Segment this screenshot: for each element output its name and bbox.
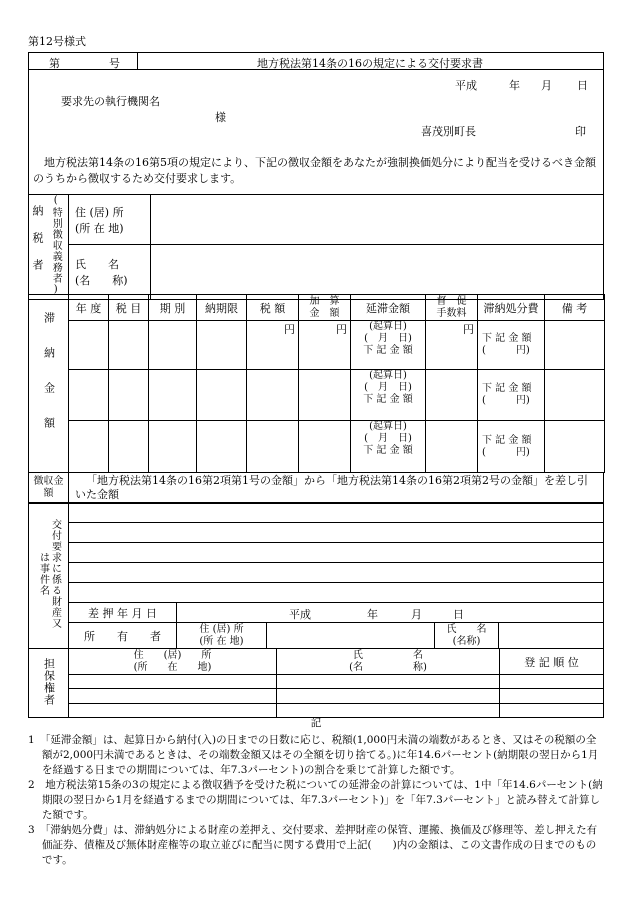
delay-amount-cell [351, 421, 426, 473]
delay-below-amount: 下 記 金 額 [363, 394, 413, 405]
delay-start-label: (起算日) [369, 321, 407, 332]
owner-address-label: 住 (居) 所 [199, 623, 244, 635]
taxpayer-side-label: 納税者 [31, 205, 44, 286]
table-cell [69, 583, 604, 603]
table-cell [109, 370, 149, 421]
col-tax-amount: 税 額 [247, 295, 299, 321]
owner-name-value [499, 623, 604, 649]
collection-label: 徴収金額 [33, 476, 64, 499]
table-cell [545, 421, 605, 473]
col-additional-amount [299, 295, 351, 321]
delay-date-label: ( 月 日) [364, 382, 412, 393]
table-cell [69, 321, 109, 370]
delay-start-label: (起算日) [369, 370, 407, 381]
table-cell [69, 689, 277, 704]
property-side-label-cell [29, 503, 69, 649]
table-cell [247, 370, 299, 421]
security-address-header [69, 649, 277, 675]
taxpayer-address-value [151, 195, 604, 245]
seizure-month: 月 [411, 608, 422, 621]
col-year: 年 度 [69, 295, 109, 321]
header-row [28, 52, 604, 70]
table-cell [69, 370, 109, 421]
fee-cell [478, 321, 545, 370]
table-cell [69, 523, 604, 543]
taxpayer-name-label-cell [69, 245, 151, 300]
col-tax-item: 税 目 [109, 295, 149, 321]
date-year: 年 [509, 79, 520, 92]
table-cell [426, 370, 478, 421]
table-cell [277, 689, 500, 704]
property-side-label: 交付要求に係る財産又は事件名 [37, 519, 61, 629]
number-suffix: 号 [109, 57, 120, 70]
security-name-label: 氏 名 [353, 649, 423, 661]
recipient-honorific: 様 [215, 111, 226, 124]
taxpayer-side-label-cell [29, 195, 43, 300]
delay-below-amount: 下 記 金 額 [363, 345, 413, 356]
fee-yen-paren: ( 円) [482, 395, 530, 406]
seizure-day: 日 [453, 608, 464, 621]
fee-yen-paren: ( 円) [482, 446, 530, 458]
date-era: 平成 [455, 79, 477, 92]
table-cell [247, 421, 299, 473]
table-cell [69, 543, 604, 563]
table-cell [69, 503, 604, 523]
delay-amount-cell [351, 321, 426, 370]
taxpayer-address-sub: (所 在 地) [75, 221, 124, 235]
note-text: 「滞納処分費」は、滞納処分による財産の差押え、交付要求、差押財産の保管、運搬、換価及び修理等、差し押えた有価証券、債権及び無体財産権等の取立並びに配当に関する費用で上記( )内の金額は、この文書作成の日までのものです。 [42, 824, 598, 866]
table-cell [109, 421, 149, 473]
additional-yen-unit: 円 [299, 321, 351, 370]
request-info-box [28, 69, 604, 195]
arrears-side-label: 滞納金額 [42, 312, 56, 452]
table-cell [500, 675, 604, 689]
col-additional-line2: 金 額 [309, 307, 340, 319]
owner-address-label-cell [177, 623, 267, 649]
owner-name-sub: (名称) [452, 635, 481, 647]
security-name-header [277, 649, 500, 675]
col-delay-amount: 延滞金額 [351, 295, 426, 321]
table-cell [197, 421, 247, 473]
col-demand-line2: 手数料 [436, 307, 467, 319]
note-number: 3 [28, 824, 35, 836]
table-cell [277, 675, 500, 689]
delay-date-label: ( 月 日) [364, 433, 412, 444]
taxpayer-side-sub: (特別徴収義務者) [50, 195, 62, 296]
table-cell [149, 321, 197, 370]
issuer-name: 喜茂別町長 [421, 125, 476, 138]
recipient-label: 要求先の執行機関名 [61, 95, 160, 108]
fee-below-amount: 下 記 金 額 [482, 434, 532, 446]
form-number: 第12号様式 [28, 35, 86, 48]
seizure-year: 年 [367, 608, 378, 621]
taxpayer-name-sub: (名 称) [75, 274, 128, 288]
security-name-sub: (名 称) [349, 661, 427, 673]
note-item [28, 823, 604, 868]
collection-label-cell [29, 473, 69, 504]
table-cell [545, 370, 605, 421]
collection-text: 「地方税法第14条の16第2項第1号の金額」から「地方税法第14条の16第2項第2号の金額」を差し引いた金額 [69, 473, 604, 504]
note-text: 地方税法第15条の3の規定による徴収猶予を受けた税についての延滞金の計算については、1中「年14.6パーセント(納期限の翌日から1月を経過するまでの期間については、年7.3パーセント)」を「年7.3パーセント」と読み替えて計算した額です。 [42, 779, 603, 821]
document-title: 地方税法第14条の16の規定による交付要求書 [257, 57, 483, 70]
note-number: 1 [28, 734, 35, 746]
col-due-date: 納期限 [197, 295, 247, 321]
table-cell [197, 370, 247, 421]
table-cell [149, 421, 197, 473]
note-item [28, 778, 604, 823]
seizure-date-value [177, 603, 604, 623]
table-cell [299, 370, 351, 421]
security-side-label: 担保権者 [42, 657, 56, 706]
table-cell [500, 689, 604, 704]
document-number-cell [29, 53, 138, 69]
col-demand-fee [426, 295, 478, 321]
owner-label: 所 有 者 [69, 623, 177, 649]
table-cell [69, 563, 604, 583]
col-period: 期 別 [149, 295, 197, 321]
fee-below-amount: 下 記 金 額 [482, 383, 532, 394]
arrears-side-label-cell [29, 295, 69, 473]
fee-yen-paren: ( 円) [482, 345, 530, 356]
tax-yen-unit: 円 [247, 321, 299, 370]
taxpayer-table [28, 194, 604, 300]
table-cell [69, 675, 277, 689]
delay-below-amount: 下 記 金 額 [363, 445, 413, 456]
security-side-label-cell [29, 649, 69, 718]
security-table [28, 648, 604, 718]
taxpayer-name-value [151, 245, 604, 300]
table-cell [426, 421, 478, 473]
property-table [28, 502, 604, 649]
collection-table [28, 472, 604, 504]
owner-address-sub: (所 在 地) [199, 635, 244, 647]
table-cell [197, 321, 247, 370]
col-demand-line1: 督 促 [436, 295, 467, 307]
arrears-table [28, 294, 605, 473]
taxpayer-address-label: 住 (居) 所 [75, 205, 124, 219]
security-order-header: 登 記 順 位 [500, 649, 604, 675]
date-day: 日 [577, 79, 588, 92]
col-disposition-fee: 滞納処分費 [478, 295, 545, 321]
taxpayer-name-label: 氏 名 [75, 258, 119, 272]
delay-amount-cell [351, 370, 426, 421]
seizure-date-label: 差 押 年 月 日 [69, 603, 177, 623]
note-text: 「延滞金額」は、起算日から納付(入)の日までの日数に応じ、税額(1,000円未満の端数があるとき、又はその税額の全額が2,000円未満であるときは、その端数金額又はその全額を切り捨てる。)に年14.6パーセント(納期限の翌日から1月を経過する日までの期間については、年7.3パーセント)の割合を乗じて計算した額です。 [42, 734, 599, 776]
security-address-sub: (所 在 地) [133, 661, 212, 673]
taxpayer-side-sub-cell [43, 195, 69, 300]
security-address-label: 住 (居) 所 [133, 649, 212, 661]
date-month: 月 [541, 79, 552, 92]
table-cell [69, 421, 109, 473]
delay-date-label: ( 月 日) [364, 333, 412, 344]
table-cell [149, 370, 197, 421]
fee-below-amount: 下 記 金 額 [482, 333, 532, 344]
col-additional-line1: 加 算 [309, 295, 340, 307]
number-prefix: 第 [49, 57, 60, 70]
demand-yen-unit: 円 [426, 321, 478, 370]
intro-text: 地方税法第14条の16第5項の規定により、下記の徴収金額をあなたが強制換価処分により配当を受けるべき金額のうちから徴収するため交付要求します。 [33, 156, 596, 185]
table-cell [109, 321, 149, 370]
col-remarks: 備 考 [545, 295, 605, 321]
taxpayer-address-label-cell [69, 195, 151, 245]
fee-cell [478, 370, 545, 421]
table-cell [545, 321, 605, 370]
delay-start-label: (起算日) [369, 421, 407, 432]
note-item [28, 733, 604, 778]
table-cell [299, 421, 351, 473]
notes-section [28, 716, 604, 868]
issuer-seal: 印 [575, 125, 586, 138]
fee-cell [478, 421, 545, 473]
notes-heading: 記 [310, 717, 322, 729]
owner-name-label: 氏 名 [446, 623, 487, 635]
owner-address-value [267, 623, 435, 649]
owner-name-label-cell [435, 623, 499, 649]
note-number: 2 [28, 779, 35, 791]
seizure-era: 平成 [289, 608, 311, 621]
